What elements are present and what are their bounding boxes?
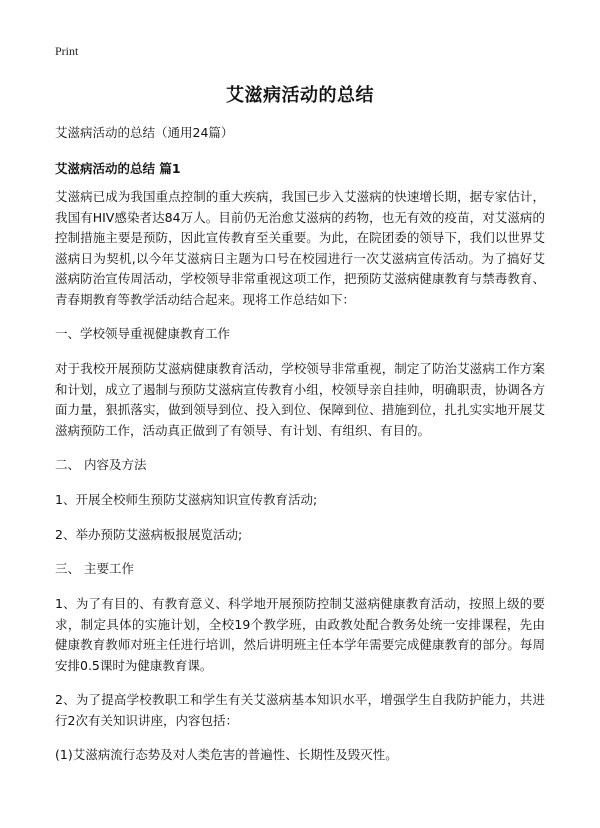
section-3-subitem-1: (1)艾滋病流行态势及对人类危害的普遍性、长期性及毁灭性。 — [55, 747, 398, 762]
section-3-item-2: 2、为了提高学校教职工和学生有关艾滋病基本知识水平，增强学生自我防护能力，共进行2次有关知识讲座，内容包括： — [55, 692, 545, 728]
page-title: 艾滋病活动的总结 — [226, 85, 374, 106]
document-subtitle: 艾滋病活动的总结（通用24篇） — [55, 125, 234, 140]
section-3-item-1: 1、为了有目的、有教育意义、科学地开展预防控制艾滋病健康教育活动，按照上级的要求，制定具体的实施计划，全校19个教学班，由政教处配合教务处统一安排课程，先由健康教育教师对班主任进行培训，然后讲明班主任本学年需要完成健康教育的部分。每周安排0.5课时为健康教育课。 — [55, 596, 545, 673]
section-heading-3: 三、 主要工作 — [55, 561, 134, 576]
intro-paragraph: 艾滋病已成为我国重点控制的重大疾病，我国已步入艾滋病的快速增长期，据专家估计，我国有HIV感染者达84万人。目前仍无治愈艾滋病的药物，也无有效的疫苗，对艾滋病的控制措施主要是预防，因此宣传教育至关重要。为此，在院团委的领导下，我们以世界艾滋病日为契机,以今年艾滋病日主题为口号在校园进行一次艾滋病宣传活动。为了搞好艾滋病防治宣传周活动，学校领导非常重视这项工作，把预防艾滋病健康教育与禁毒教育、青春期教育等教学活动结合起来。现将工作总结如下： — [55, 189, 545, 307]
section-heading-1: 一、学校领导重视健康教育工作 — [55, 326, 231, 341]
section-heading-2: 二、 内容及方法 — [55, 457, 147, 472]
section-2-item-2: 2、举办预防艾滋病板报展览活动; — [55, 526, 243, 542]
section-1-paragraph: 对于我校开展预防艾滋病健康教育活动，学校领导非常重视，制定了防治艾滋病工作方案和计划，成立了遏制与预防艾滋病宣传教育小组，校领导亲自挂帅，明确职责，协调各方面力量，狠抓落实，做到领导到位、投入到位、保障到位、措施到位，扎扎实实地开展艾滋病预防工作，活动真正做到了有领导、有计划、有组织、有目的。 — [55, 361, 545, 438]
section-2-item-1: 1、开展全校师生预防艾滋病知识宣传教育活动; — [55, 492, 318, 507]
print-label: Print — [55, 44, 79, 58]
chapter-title: 艾滋病活动的总结 篇1 — [55, 161, 181, 176]
